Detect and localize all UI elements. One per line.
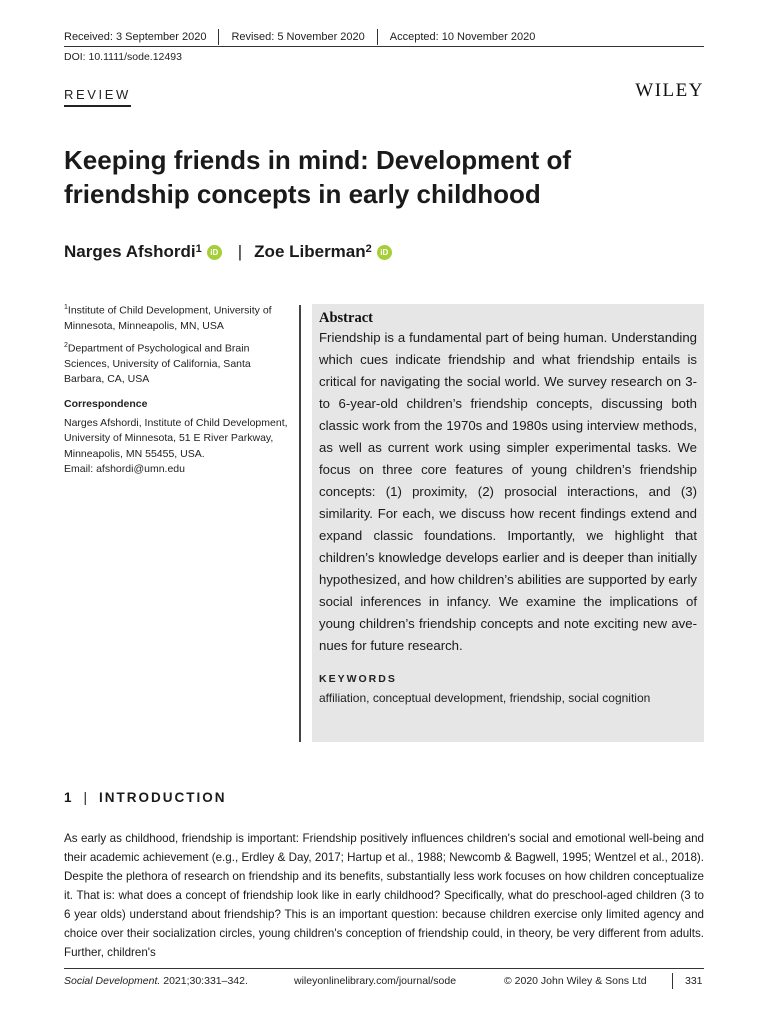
correspondence-address: Narges Afshordi, Institute of Child Development, University of Minnesota, 51 E River Parkway, Minneapolis, MN 55455, USA. <box>64 417 288 460</box>
date-separator <box>218 29 219 45</box>
volume-pages: 2021;30:331–342. <box>160 975 248 987</box>
orcid-icon[interactable]: iD <box>207 245 222 260</box>
column-divider <box>299 305 301 742</box>
abstract-box <box>312 304 704 742</box>
section-number: 1 <box>64 790 74 805</box>
copyright: © 2020 John Wiley & Sons Ltd <box>504 975 647 987</box>
affiliation-number: 2 <box>64 341 68 349</box>
received-date: Received: 3 September 2020 <box>64 31 207 43</box>
footer-separator <box>672 973 673 989</box>
keywords-heading: KEYWORDS <box>319 673 397 685</box>
orcid-icon[interactable]: iD <box>377 245 392 260</box>
publication-dates <box>64 28 704 46</box>
affiliation <box>64 300 290 334</box>
affiliation-marker: 1 <box>195 243 202 255</box>
footer-citation <box>64 975 294 987</box>
affiliation-number: 1 <box>64 304 68 311</box>
keywords-list: affiliation, conceptual development, friendship, social cognition <box>319 691 651 705</box>
abstract-text: Friendship is a fundamental part of being human. Understanding which cues indicate friendship and what friendship entails is critical for navigating the social world. We survey research on 3- to 6-year-old children’s friendship concepts, discussing both classic work from the 1970s and 1980s using interview methods, as well as current work using simpler experimental tasks. We focus on three core features of young children’s friendship concepts: (1) proximity, (2) prosocial interactions, and (3) similarity. For each, we discuss how recent findings extend and expand classic foundations. Importantly, we highlight that children’s knowledge develops earlier and is deeper than initially hypothesized, and how children’s abilities are supported by early social inferences in infancy. We examine the implications of young children’s friendship concepts and note exciting new avenues for future research. <box>319 330 697 653</box>
affiliation <box>64 338 290 387</box>
affiliation-text: Institute of Child Development, University of Minnesota, Minneapolis, MN, USA <box>64 304 272 332</box>
correspondence-heading: Correspondence <box>64 398 148 411</box>
author-name[interactable]: Narges Afshordi <box>64 242 196 261</box>
doi[interactable]: DOI: 10.1111/sode.12493 <box>64 51 182 63</box>
author-separator: | <box>237 242 243 261</box>
correspondence-text <box>64 416 290 477</box>
page-number: 331 <box>685 975 703 987</box>
publisher-logo: WILEY <box>635 80 704 101</box>
article-type: REVIEW <box>64 87 131 107</box>
article-title: Keeping friends in mind: Development of friendship concepts in early childhood <box>64 145 572 209</box>
section-heading <box>64 790 227 805</box>
body-paragraph: As early as childhood, friendship is important: Friendship positively influences children's social and emotional well-being and their academic achievement (e.g., Erdley & Day, 2017; Hartup et al., 1988; Newcomb & Bagwell, 1995; Wentzel et al., 2018). Despite the plethora of research on friendship and its benefits, substantially less work focuses on how children conceptualize it. That is: what does a concept of friendship look like in early childhood? Specifically, what do preschool-aged children (3 to 6 year olds) understand about friendship? This is an important question: because children exercise only limited agency and choice over their socialization circles, young children's conception of friendship could, in theory, be very different from adults. Further, children's <box>64 832 704 959</box>
affiliation-marker: 2 <box>365 243 372 255</box>
journal-name: Social Development. <box>64 975 161 987</box>
affiliation-column <box>64 300 290 481</box>
author-list <box>64 242 394 262</box>
header-rule <box>64 46 704 47</box>
section-title: INTRODUCTION <box>99 790 227 805</box>
page-footer <box>64 973 704 989</box>
affiliation-text: Department of Psychological and Brain Sciences, University of California, Santa Barbara, CA, USA <box>64 342 251 385</box>
footer-rule <box>64 968 704 969</box>
section-separator: | <box>83 790 90 805</box>
accepted-date: Accepted: 10 November 2020 <box>389 31 536 43</box>
correspondence-email[interactable]: Email: afshordi@umn.edu <box>64 462 185 475</box>
author-name[interactable]: Zoe Liberman <box>254 242 366 261</box>
revised-date: Revised: 5 November 2020 <box>231 31 365 43</box>
journal-url[interactable]: wileyonlinelibrary.com/journal/sode <box>294 975 457 987</box>
date-separator <box>377 29 378 45</box>
abstract-heading: Abstract <box>319 310 373 326</box>
